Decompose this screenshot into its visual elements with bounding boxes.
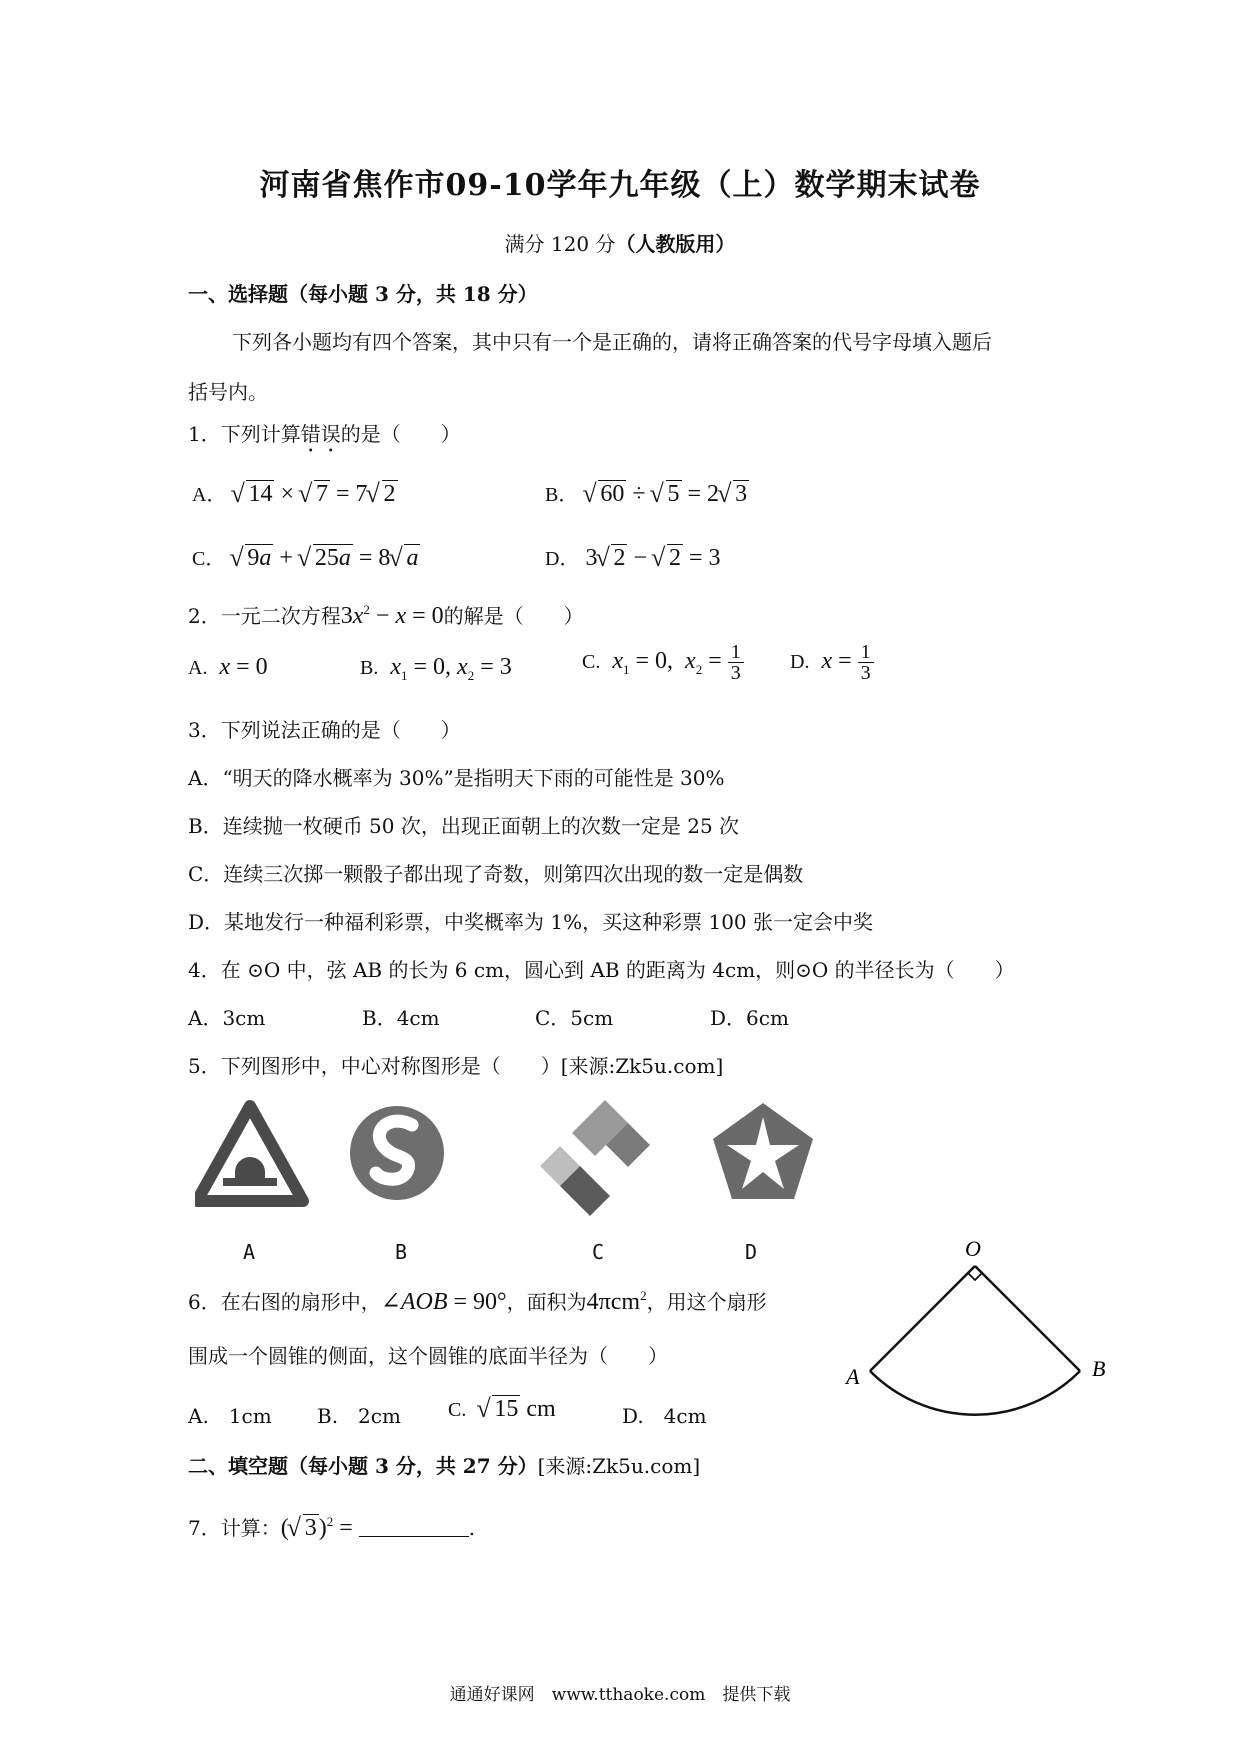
q4-option-a: A．3cm xyxy=(188,1006,266,1030)
q4-option-c: C．5cm xyxy=(535,1006,614,1030)
q4-option-b: B．4cm xyxy=(362,1006,440,1030)
q2-option-b: B. $x_1 = 0$, $x_2 = 3$ xyxy=(360,654,512,683)
q7-answer-blank[interactable] xyxy=(359,1536,469,1537)
q1-option-a: A． √ 14 × √ 7 = 7√ 2 xyxy=(192,478,398,508)
q4-stem: 4．在 ⊙O 中，弦 AB 的长为 6 cm，圆心到 AB 的距离为 4cm，则⊙O 的半径长为（ ） xyxy=(188,958,1015,982)
q2-option-a: A. x = 0 xyxy=(188,654,268,680)
q6-option-a: A. 1cm xyxy=(188,1404,272,1428)
q2-option-d: D. x = $\frac{1}{3}$ xyxy=(790,642,874,683)
q2-option-c: C. $x_1 = 0$, $x_2$ = $\frac{1}{3}$ xyxy=(582,642,744,683)
q2-stem: 2．一元二次方程$3x^2 - x = 0$的解是（ ） xyxy=(188,602,584,629)
q1-option-c: C． √ 9a + √ 25a = 8√ a xyxy=(192,542,420,572)
q7-stem: 7．计算：(√ 3)$^2$ = . xyxy=(188,1512,475,1542)
q1-option-b: B． √ 60 ÷ √ 5 = 2√ 3 xyxy=(545,478,749,508)
q6-stem-line2: 围成一个圆锥的侧面，这个圆锥的底面半径为（ ） xyxy=(188,1344,668,1368)
label-b: B xyxy=(1092,1356,1106,1381)
q5-label-a: A xyxy=(243,1240,256,1264)
q1-stem: 1．下列计算错误的是（ ） xyxy=(188,422,461,446)
q6-sector-figure xyxy=(840,1236,1130,1436)
q4-option-d: D．6cm xyxy=(710,1006,789,1030)
label-a: A xyxy=(846,1364,860,1389)
q3-option-c: C．连续三次掷一颗骰子都出现了奇数，则第四次出现的数一定是偶数 xyxy=(188,862,804,886)
q6-stem-line1: 6．在右图的扇形中，∠AOB = 90°，面积为4πcm$^2$，用这个扇形 xyxy=(188,1288,767,1315)
sector-arc xyxy=(870,1371,1080,1415)
section1-heading: 一、选择题（每小题 3 分，共 18 分） xyxy=(188,282,538,306)
right-angle-mark xyxy=(968,1273,982,1280)
figure-b-s-logo xyxy=(350,1106,444,1200)
sector-radius-oa xyxy=(870,1266,975,1371)
figure-d-pentagon-star xyxy=(713,1103,813,1199)
page-title: 河南省焦作市09-10学年九年级（上）数学期末试卷 xyxy=(259,168,981,203)
label-o: O xyxy=(965,1236,981,1261)
q5-label-d: D xyxy=(745,1240,758,1264)
q5-label-c: C xyxy=(592,1240,605,1264)
q3-stem: 3．下列说法正确的是（ ） xyxy=(188,718,461,742)
q6-option-d: D. 4cm xyxy=(622,1404,707,1428)
edition: （人教版用） xyxy=(615,232,736,256)
q6-option-c: C. √ 15 cm xyxy=(448,1396,556,1423)
q1-emphasis: 错误 xyxy=(300,422,341,446)
q5-stem: 5．下列图形中，中心对称图形是（ ）[来源:Zk5u.com] xyxy=(188,1054,724,1078)
page-subtitle xyxy=(0,228,1240,257)
section1-intro-line2: 括号内。 xyxy=(188,380,268,404)
full-score: 满分 120 分 xyxy=(504,232,616,256)
q3-option-b: B．连续抛一枚硬币 50 次，出现正面朝上的次数一定是 25 次 xyxy=(188,814,740,838)
figure-c-chevron-logo xyxy=(540,1100,650,1216)
q3-option-d: D．某地发行一种福利彩票，中奖概率为 1%，买这种彩票 100 张一定会中奖 xyxy=(188,910,874,934)
q1-option-d: D． 3√ 2 − √ 2 = 3 xyxy=(545,542,721,572)
footer: 通通好课网 www.tthaoke.com 提供下载 xyxy=(449,1685,791,1705)
q5-figures xyxy=(195,1098,825,1228)
figure-a-triangle-sign xyxy=(197,1106,303,1201)
section1-intro-line1: 下列各小题均有四个答案，其中只有一个是正确的，请将正确答案的代号字母填入题后 xyxy=(232,330,992,354)
section2-heading: 二、填空题（每小题 3 分，共 27 分）[来源:Zk5u.com] xyxy=(188,1454,701,1478)
q6-option-b: B. 2cm xyxy=(317,1404,401,1428)
q3-option-a: A．“明天的降水概率为 30%”是指明天下雨的可能性是 30% xyxy=(188,766,725,790)
q5-label-b: B xyxy=(395,1240,408,1264)
sector-radius-ob xyxy=(975,1266,1080,1371)
